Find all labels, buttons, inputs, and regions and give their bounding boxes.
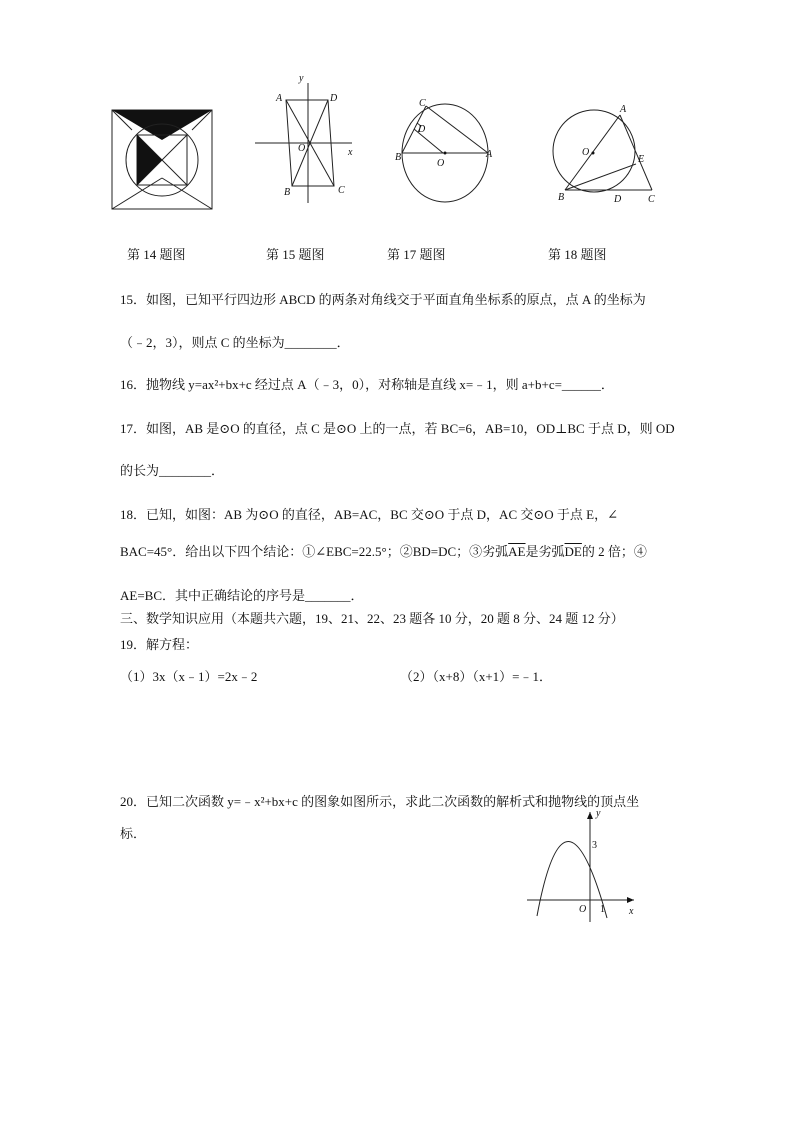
q18-line2-b: 是劣弧 (525, 544, 565, 559)
figure-14 (110, 108, 214, 212)
graph-label-y: y (596, 808, 601, 819)
q20-parabola-graph (522, 806, 642, 924)
q19-part1: （1）3x（x﹣1）=2x﹣2 (120, 669, 258, 684)
q18-line2 (120, 541, 647, 560)
q18-line3: AE=BC．其中正确结论的序号是_______． (120, 588, 364, 603)
caption-fig14: 第 14 题图 (127, 247, 186, 262)
fig17-label-o: O (437, 158, 445, 169)
fig18-label-a: A (620, 104, 627, 115)
caption-fig17: 第 17 题图 (387, 247, 446, 262)
caption-fig15: 第 15 题图 (266, 247, 325, 262)
q17-line1: 17．如图，AB 是⊙O 的直径，点 C 是⊙O 上的一点，若 BC=6，AB=10，OD⊥BC 于点 D，则 OD (120, 421, 675, 436)
arc-ae: $\overline{AE}$ (508, 544, 526, 559)
fig17-label-a: A (486, 149, 493, 160)
graph-label-1: 1 (600, 904, 605, 915)
fig15-label-b: B (284, 187, 291, 198)
fig18-label-c: C (648, 194, 655, 205)
fig18-label-b: B (558, 192, 565, 203)
fig15-label-y: y (299, 75, 304, 84)
q19-part2: （2）（x+8）（x+1）=﹣1． (400, 669, 552, 684)
section3-heading: 三、数学知识应用（本题共六题，19、21、22、23 题各 10 分，20 题 8 分、24 题 12 分） (120, 611, 624, 626)
q20-line2: 标． (120, 826, 147, 841)
graph-label-3: 3 (592, 840, 597, 851)
q16-line1: 16．抛物线 y=ax²+bx+c 经过点 A（﹣3，0），对称轴是直线 x=﹣1，则 a+b+c=______． (120, 377, 614, 392)
fig17-label-d: D (418, 124, 426, 135)
fig15-label-o: O (298, 143, 306, 154)
fig15-label-d: D (330, 93, 338, 104)
fig15-label-c: C (338, 185, 345, 196)
fig18-label-o: O (582, 147, 590, 158)
q17-line2: 的长为________． (120, 463, 225, 478)
caption-fig18: 第 18 题图 (548, 247, 607, 262)
fig17-label-b: B (395, 152, 402, 163)
figure-18 (548, 100, 663, 208)
q15-line2: （﹣2，3），则点 C 的坐标为________． (120, 335, 350, 350)
graph-label-x: x (629, 906, 634, 917)
fig17-label-c: C (419, 98, 426, 109)
fig15-label-a: A (276, 93, 283, 104)
arc-de: $\overline{DE}$ (564, 544, 582, 559)
fig15-label-x: x (348, 147, 353, 158)
graph-label-o: O (579, 904, 587, 915)
q18-line2-a: BAC=45°．给出以下四个结论：①∠EBC=22.5°；②BD=DC；③劣弧 (120, 544, 509, 559)
q20-line1: 20．已知二次函数 y=﹣x²+bx+c 的图象如图所示，求此二次函数的解析式和抛物线的顶点坐 (120, 794, 640, 809)
figure-15 (252, 75, 362, 205)
figure-17 (395, 96, 499, 208)
fig18-label-d: D (614, 194, 622, 205)
q15-line1: 15．如图，已知平行四边形 ABCD 的两条对角线交于平面直角坐标系的原点，点 A 的坐标为 (120, 292, 646, 307)
fig18-label-e: E (638, 154, 645, 165)
q18-line1: 18．已知，如图：AB 为⊙O 的直径，AB=AC，BC 交⊙O 于点 D，AC 交⊙O 于点 E，∠ (120, 507, 618, 522)
q19-title: 19．解方程： (120, 637, 199, 652)
q18-line2-c: 的 2 倍；④ (581, 544, 647, 559)
